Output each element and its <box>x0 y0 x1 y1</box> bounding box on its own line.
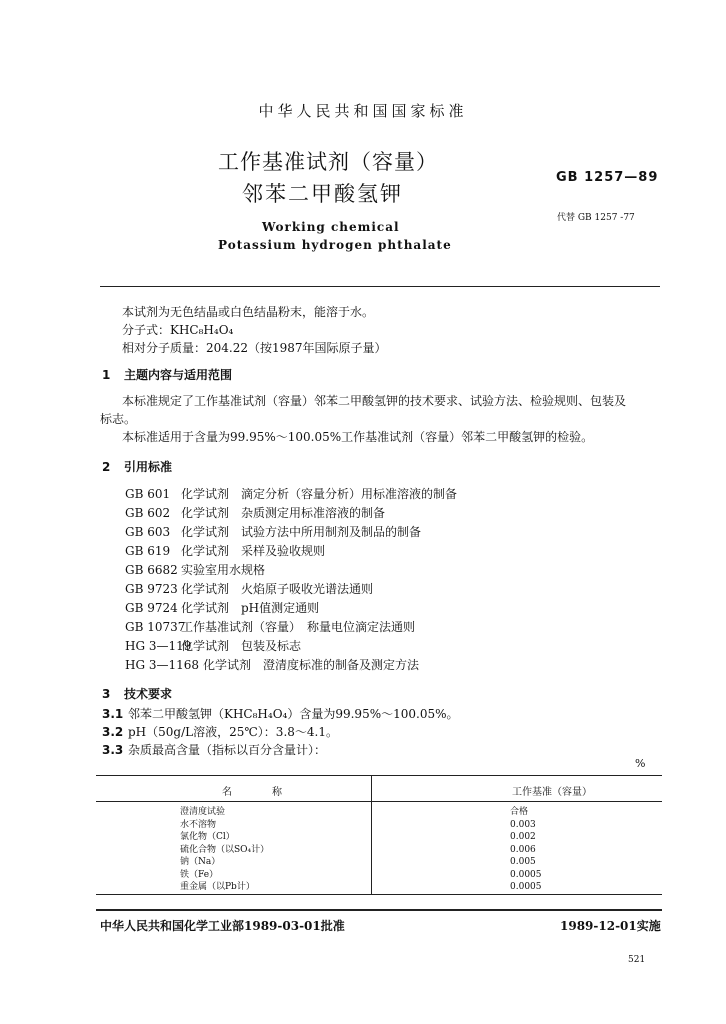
title-line-2: 邻苯二甲酸氢钾 <box>242 182 403 206</box>
table-top-rule <box>96 775 662 776</box>
reference-code: GB 9723 <box>125 582 178 596</box>
requirement-text: 杂质最高含量（指标以百分含量计）： <box>128 743 327 757</box>
reference-code: GB 9724 <box>125 601 178 615</box>
title-divider <box>100 286 660 287</box>
requirement-item <box>102 723 338 740</box>
reference-title: 工作基准试剂（容量） 称量电位滴定法通则 <box>181 620 416 634</box>
table-cell-name: 钠（Na） <box>180 857 221 867</box>
reference-item <box>125 599 319 616</box>
table-unit: % <box>635 757 646 770</box>
table-header-value: 工作基准（容量） <box>512 787 592 798</box>
document-header: 中华人民共和国国家标准 <box>258 102 468 120</box>
section-1-para-1-line-1: 本标准规定了工作基准试剂（容量）邻苯二甲酸氢钾的技术要求、试验方法、检验规则、包装及 <box>122 394 627 408</box>
table-cell-value: 合格 <box>510 807 529 817</box>
requirement-number: 3.2 <box>102 725 124 739</box>
table-cell-value: 0.0005 <box>510 882 542 892</box>
reference-item <box>125 656 419 673</box>
table-cell-value: 0.002 <box>510 832 536 842</box>
requirement-text: pH（50g/L溶液，25℃）：3.8～4.1。 <box>128 725 338 739</box>
title-line-1: 工作基准试剂（容量） <box>218 150 438 174</box>
footer-rule <box>96 909 662 911</box>
table-cell-value: 0.003 <box>510 819 536 830</box>
standard-number: GB 1257—89 <box>556 170 659 185</box>
requirement-number: 3.3 <box>102 743 124 757</box>
section-1-number: 1 <box>102 368 111 382</box>
section-1-para-1-line-2: 标志。 <box>100 412 137 426</box>
requirement-item <box>102 705 459 722</box>
english-title-line-1: Working chemical <box>262 220 400 234</box>
section-3-number: 3 <box>102 687 111 701</box>
section-3-title: 技术要求 <box>124 687 173 701</box>
reference-code: GB 10737 <box>125 620 186 634</box>
approval-text: 中华人民共和国化学工业部1989-03-01批准 <box>100 919 345 933</box>
reference-item <box>125 504 385 521</box>
page-number: 521 <box>628 955 646 965</box>
reference-title: 化学试剂 杂质测定用标准溶液的制备 <box>181 506 386 520</box>
reference-title: 化学试剂 滴定分析（容量分析）用标准溶液的制备 <box>181 487 458 501</box>
section-1-title: 主题内容与适用范围 <box>124 368 233 382</box>
requirement-number: 3.1 <box>102 707 124 721</box>
section-1-heading <box>102 366 232 383</box>
reference-item <box>125 580 373 597</box>
reference-item <box>125 542 325 559</box>
section-1-para-2: 本标准适用于含量为99.95%～100.05%工作基准试剂（容量）邻苯二甲酸氢钾的检验。 <box>122 430 594 444</box>
section-3-heading <box>102 685 172 702</box>
table-cell-value: 0.006 <box>510 844 536 855</box>
table-bottom-rule <box>96 894 662 895</box>
intro-line-3: 相对分子质量：204.22（按1987年国际原子量） <box>122 341 387 355</box>
intro-line-2: 分子式：KHC₈H₄O₄ <box>122 323 234 337</box>
reference-code: HG 3—1168 <box>125 658 200 672</box>
table-names <box>180 806 269 894</box>
requirement-text: 邻苯二甲酸氢钾（KHC₈H₄O₄）含量为99.95%～100.05%。 <box>128 707 459 721</box>
table-cell-name: 硫化合物（以SO₄计） <box>180 844 270 855</box>
table-cell-value: 0.005 <box>510 857 536 867</box>
reference-item <box>125 523 421 540</box>
requirement-item <box>102 741 326 758</box>
reference-item <box>125 561 265 578</box>
reference-title: 化学试剂 包装及标志 <box>181 639 302 653</box>
reference-title: 化学试剂 试验方法中所用制剂及制品的制备 <box>181 525 422 539</box>
table-cell-name: 铁（Fe） <box>180 869 219 880</box>
english-title-line-2: Potassium hydrogen phthalate <box>218 238 452 252</box>
reference-item <box>125 618 415 635</box>
replaces-note: 代替 GB 1257 -77 <box>557 213 635 223</box>
section-2-title: 引用标准 <box>124 460 173 474</box>
reference-code: GB 6682 <box>125 563 178 577</box>
reference-title: 化学试剂 采样及验收规则 <box>181 544 326 558</box>
reference-item <box>125 637 301 654</box>
reference-code: GB 603 <box>125 525 171 539</box>
reference-title: 实验室用水规格 <box>181 563 266 577</box>
table-header-name: 名 称 <box>222 787 282 798</box>
table-cell-name: 水不溶物 <box>180 819 217 830</box>
table-cell-value: 0.0005 <box>510 869 542 880</box>
reference-title: 化学试剂 澄清度标准的制备及测定方法 <box>203 658 420 672</box>
table-header-rule <box>96 801 662 802</box>
table-cell-name: 澄清度试验 <box>180 807 226 817</box>
section-2-number: 2 <box>102 460 111 474</box>
table-column-divider <box>371 775 372 894</box>
section-2-heading <box>102 458 172 475</box>
table-cell-name: 重金属（以Pb计） <box>180 882 255 892</box>
reference-code: HG 3—119 <box>125 639 192 653</box>
reference-item <box>125 485 457 502</box>
table-values <box>510 806 542 894</box>
reference-title: 化学试剂 火焰原子吸收光谱法通则 <box>181 582 374 596</box>
intro-line-1: 本试剂为无色结晶或白色结晶粉末，能溶于水。 <box>122 305 375 319</box>
reference-code: GB 619 <box>125 544 171 558</box>
reference-title: 化学试剂 pH值测定通则 <box>181 601 320 615</box>
reference-code: GB 602 <box>125 506 171 520</box>
implementation-date: 1989-12-01实施 <box>560 919 661 933</box>
table-cell-name: 氯化物（Cl） <box>180 832 235 842</box>
reference-code: GB 601 <box>125 487 171 501</box>
